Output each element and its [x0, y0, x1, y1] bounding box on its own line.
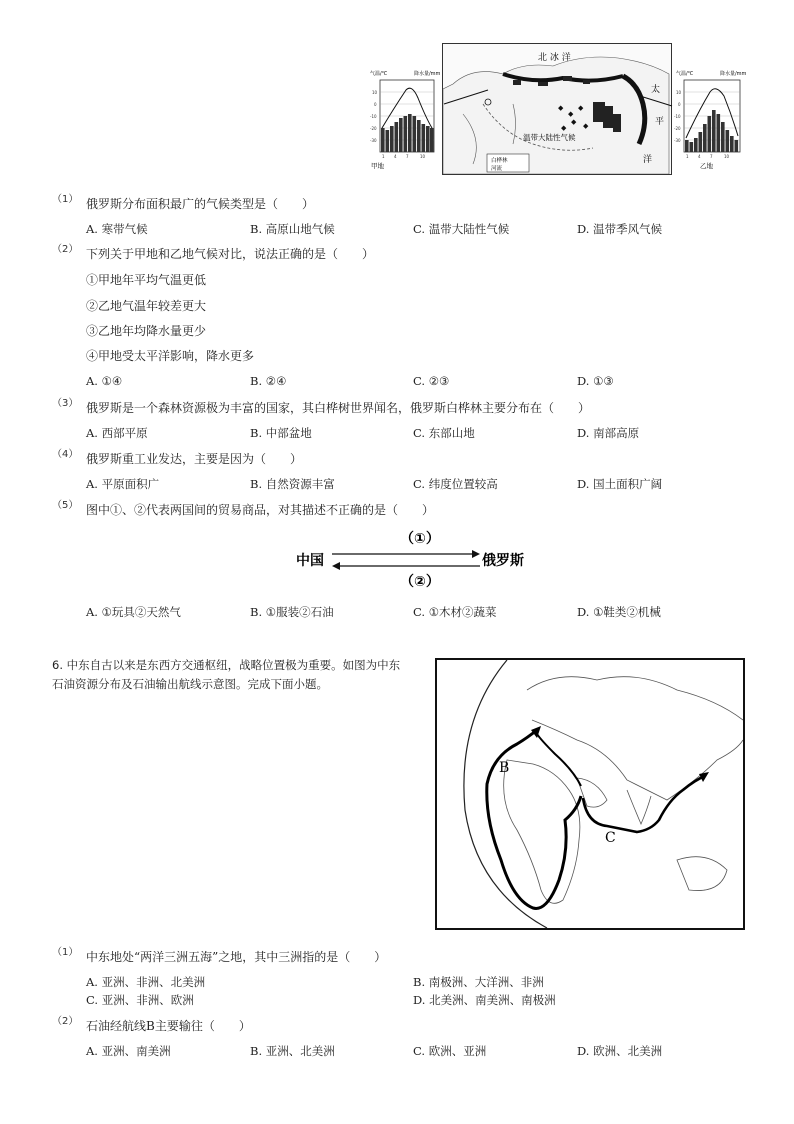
- q6-1-option-c[interactable]: C. 亚洲、非洲、欧洲: [86, 993, 194, 1007]
- q4-option-d[interactable]: D. 国土面积广阔: [577, 477, 663, 491]
- q2-option-c[interactable]: C. ②③: [413, 374, 450, 388]
- question-1-number: （1）: [52, 194, 79, 205]
- question-3-text: 俄罗斯是一个森林资源极为丰富的国家，其白桦树世界闻名，俄罗斯白桦林主要分布在（ ）: [86, 401, 591, 415]
- chart-jia-left-axis: 气温/℃: [370, 71, 388, 77]
- trade-left-country: 中国: [296, 553, 324, 569]
- trade-right-country: 俄罗斯: [482, 553, 524, 569]
- q6-2-option-d[interactable]: D. 欧洲、北美洲: [577, 1044, 663, 1058]
- q1-option-b[interactable]: B. 高原山地气候: [250, 222, 335, 236]
- map-label-climate: 温带大陆性气候: [523, 133, 576, 142]
- chart-yi-caption: 乙地: [700, 162, 713, 170]
- svg-text:0: 0: [374, 102, 377, 107]
- q4-option-c[interactable]: C. 纬度位置较高: [413, 477, 498, 491]
- svg-text:1: 1: [686, 154, 689, 159]
- svg-text:10: 10: [676, 90, 682, 95]
- svg-text:◆: ◆: [558, 104, 564, 112]
- question-2-number: （2）: [52, 244, 79, 255]
- svg-text:0: 0: [678, 102, 681, 107]
- q2-statement-3: ③乙地年均降水量更少: [86, 324, 207, 338]
- chart-jia-caption: 甲地: [371, 162, 384, 170]
- q1-option-a[interactable]: A. 寒带气候: [86, 222, 148, 236]
- route-label-b: B: [499, 760, 510, 776]
- question-1-text: 俄罗斯分布面积最广的气候类型是（ ）: [86, 197, 315, 211]
- chart-yi-right-axis: 降水量/mm: [720, 71, 747, 77]
- q2-statement-2: ②乙地气温年较差更大: [86, 299, 207, 313]
- q6-2-option-b[interactable]: B. 亚洲、北美洲: [250, 1044, 335, 1058]
- q5-option-c[interactable]: C. ①木材②蔬菜: [413, 605, 497, 619]
- question-2-text: 下列关于甲地和乙地气候对比，说法正确的是（ ）: [86, 247, 375, 261]
- q3-option-a[interactable]: A. 西部平原: [86, 426, 148, 440]
- svg-text:-30: -30: [674, 138, 681, 143]
- q6-1-text: 中东地处“两洋三洲五海”之地，其中三洲指的是（ ）: [86, 950, 387, 964]
- q6-2-number: （2）: [52, 1016, 79, 1027]
- q4-option-a[interactable]: A. 平原面积广: [86, 477, 160, 491]
- svg-text:10: 10: [372, 90, 378, 95]
- q6-2-option-c[interactable]: C. 欧洲、亚洲: [413, 1044, 487, 1058]
- trade-bottom-label: （②）: [400, 574, 440, 590]
- q6-2-text: 石油经航线B主要输往（ ）: [86, 1019, 251, 1033]
- svg-text:4: 4: [394, 154, 397, 159]
- svg-text:◆: ◆: [571, 118, 577, 126]
- q4-option-b[interactable]: B. 自然资源丰富: [250, 477, 335, 491]
- map-label-pacific-1: 太: [651, 85, 661, 95]
- svg-text:-10: -10: [370, 114, 377, 119]
- q6-1-number: （1）: [52, 947, 79, 958]
- svg-text:◆: ◆: [568, 110, 574, 118]
- map-label-pacific-3: 洋: [643, 155, 653, 165]
- q6-title-line-1: 6. 中东自古以来是东西方交通枢纽，战略位置极为重要。如图为中东: [52, 658, 401, 672]
- svg-text:-20: -20: [674, 126, 681, 131]
- chart-yi-left-axis: 气温/℃: [676, 71, 694, 77]
- q5-option-d[interactable]: D. ①鞋类②机械: [577, 605, 661, 619]
- question-3-number: （3）: [52, 398, 79, 409]
- route-label-c: C: [605, 830, 616, 846]
- q3-option-c[interactable]: C. 东部山地: [413, 426, 475, 440]
- svg-text:◆: ◆: [561, 124, 567, 132]
- q2-option-b[interactable]: B. ②④: [250, 374, 287, 388]
- q2-option-a[interactable]: A. ①④: [86, 374, 123, 388]
- q6-2-option-a[interactable]: A. 亚洲、南美洲: [86, 1044, 171, 1058]
- q3-option-b[interactable]: B. 中部盆地: [250, 426, 312, 440]
- climate-chart-yi: [672, 68, 752, 172]
- q1-option-c[interactable]: C. 温带大陆性气候: [413, 222, 510, 236]
- middle-east-map: [435, 658, 745, 930]
- trade-diagram: [288, 528, 548, 590]
- q3-option-d[interactable]: D. 南部高原: [577, 426, 640, 440]
- svg-text:4: 4: [698, 154, 701, 159]
- q6-1-option-b[interactable]: B. 南极洲、大洋洲、非洲: [413, 975, 544, 989]
- svg-text:1: 1: [382, 154, 385, 159]
- svg-text:-30: -30: [370, 138, 377, 143]
- svg-text:◆: ◆: [583, 122, 589, 130]
- svg-text:◆: ◆: [578, 104, 584, 112]
- svg-text:7: 7: [406, 154, 409, 159]
- legend-birch: 白桦林: [491, 158, 508, 164]
- q2-option-d[interactable]: D. ①③: [577, 374, 614, 388]
- question-4-text: 俄罗斯重工业发达，主要是因为（ ）: [86, 452, 303, 466]
- chart-jia-right-axis: 降水量/mm: [414, 71, 441, 77]
- q6-1-option-a[interactable]: A. 亚洲、非洲、北美洲: [86, 975, 206, 989]
- svg-text:-10: -10: [674, 114, 681, 119]
- q5-option-b[interactable]: B. ①服装②石油: [250, 605, 334, 619]
- q5-option-a[interactable]: A. ①玩具②天然气: [86, 605, 181, 619]
- legend-river: 河流: [491, 166, 503, 172]
- q6-title-line-2: 石油资源分布及石油输出航线示意图。完成下面小题。: [52, 677, 328, 691]
- question-5-number: （5）: [52, 500, 79, 511]
- svg-text:10: 10: [420, 154, 426, 159]
- q6-1-option-d[interactable]: D. 北美洲、南美洲、南极洲: [413, 993, 556, 1007]
- q1-option-d[interactable]: D. 温带季风气候: [577, 222, 663, 236]
- q2-statement-4: ④甲地受太平洋影响，降水更多: [86, 349, 255, 363]
- map-label-pacific-2: 平: [655, 117, 665, 127]
- svg-text:7: 7: [710, 154, 713, 159]
- question-4-number: （4）: [52, 449, 79, 460]
- trade-top-label: （①）: [400, 531, 440, 547]
- q2-statement-1: ①甲地年平均气温更低: [86, 273, 207, 287]
- svg-text:10: 10: [724, 154, 730, 159]
- svg-text:-20: -20: [370, 126, 377, 131]
- map-label-arctic-ocean: 北 冰 洋: [538, 53, 571, 63]
- question-5-text: 图中①、②代表两国间的贸易商品，对其描述不正确的是（ ）: [86, 503, 435, 517]
